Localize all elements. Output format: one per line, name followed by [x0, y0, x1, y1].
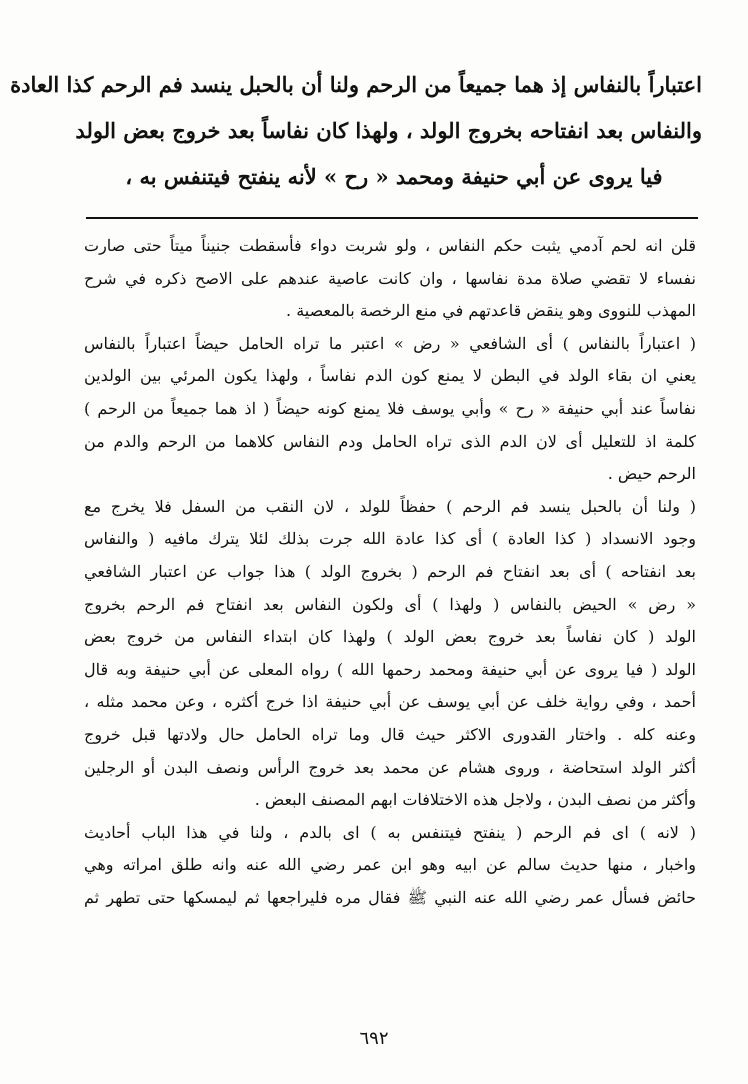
main-text-line: والنفاس بعد انفتاحه بخروج الولد ، ولهذا كان نفاساً بعد خروج بعض الولد [75, 118, 702, 143]
commentary-line: وجود الانسداد ( كذا العادة ) أى كذا عادة الله جرت بذلك لئلا يترك مافيه ( والنفاس [84, 529, 696, 549]
commentary-line: يعني ان بقاء الولد في البطن لا يمنع كون الدم نفاساً ، ولهذا يكون المرئي بين الولدين [84, 366, 696, 386]
commentary-line: واخبار ، منها حديث سالم عن ابيه وهو ابن عمر رضي الله عنه وانه طلق امراته وهي [84, 855, 696, 875]
commentary-line: كلمة اذ للتعليل أى لان الدم الذى تراه الحامل ودم النفاس كلاهما من الرحم والدم من [84, 431, 696, 451]
commentary-line: ( اعتباراً بالنفاس ) أى الشافعي « رض » اعتبر ما تراه الحامل حيضاً اعتباراً بالنفاس [84, 333, 696, 353]
commentary-line: قلن انه لحم آدمي يثبت حكم النفاس ، ولو شربت دواء فأسقطت جنيناً ميتاً حتى صارت [84, 236, 696, 255]
page-number: ٦٩٢ [359, 1028, 389, 1049]
commentary-line: أحمد ، وفي رواية خلف عن أبي يوسف عن أبي حنيفة اذا خرج أكثره ، وعن محمد مثله ، [84, 692, 696, 712]
section-divider [86, 217, 698, 219]
commentary-line: ( ولنا أن بالحبل ينسد فم الرحم ) حفظاً للولد ، لان النقب من السفل فلا يخرج مع [84, 496, 696, 516]
commentary-line: حائض فسأل عمر رضي الله عنه النبي ﷺ فقال مره فليراجعها ثم ليمسكها حتى تطهر ثم [84, 887, 696, 907]
commentary-block [84, 230, 696, 914]
commentary-line: الولد ( كان نفاساً بعد خروج بعض الولد ) ولهذا كان ابتداء النفاس من خروج بعض [84, 627, 696, 647]
commentary-line: نفاساً عند أبي حنيفة « رح » وأبي يوسف فلا يمنع كونه حيضاً ( اذ هما جميعاً من الرحم ) [84, 398, 696, 418]
commentary-line: أكثر الولد استحاضة ، وروى هشام عن محمد بعد خروج الرأس ونصف البدن أو الرجلين [84, 757, 696, 777]
main-text-line: اعتباراً بالنفاس إذ هما جميعاً من الرحم ولنا أن بالحبل ينسد فم الرحم كذا العادة [10, 72, 702, 97]
commentary-line: الولد ( فيا يروى عن أبي حنيفة ومحمد رحمها الله ) رواه المعلى عن أبي حنيفة وبه قال [84, 659, 696, 679]
commentary-line: الرحم حيض . [607, 464, 696, 484]
commentary-line: بعد انفتاحه ) أى بعد انفتاح فم الرحم ( بخروج الولد ) هذا جواب عن اعتبار الشافعي [84, 561, 696, 581]
main-text-line: فيا يروى عن أبي حنيفة ومحمد « رح » لأنه ينفتح فيتنفس به ، [125, 164, 663, 189]
commentary-line: وأكثر من نصف البدن ، ولاجل هذه الاختلافات ابهم المصنف البعض . [254, 790, 696, 810]
main-text-block [10, 62, 702, 200]
commentary-line: ( لانه ) اى فم الرحم ( ينفتح فيتنفس به ) اى بالدم ، ولنا في هذا الباب أحاديث [84, 822, 696, 842]
commentary-line: وعنه كله . واختار القدورى الاكثر حيث قال وما تراه الحامل حال ولادتها قبل خروج [84, 724, 696, 744]
commentary-line: المهذب للنووى وهو ينقض قاعدتهم في منع الرخصة بالمعصية . [286, 301, 696, 321]
commentary-line: نفساء لا تقضي صلاة مدة نفاسها ، وان كانت عاصية عندهم على الاصح ذكره في شرح [84, 268, 696, 288]
commentary-line: « رض » الحيض بالنفاس ( ولهذا ) أى ولكون النفاس بعد انفتاح فم الرحم بخروج [84, 594, 696, 614]
